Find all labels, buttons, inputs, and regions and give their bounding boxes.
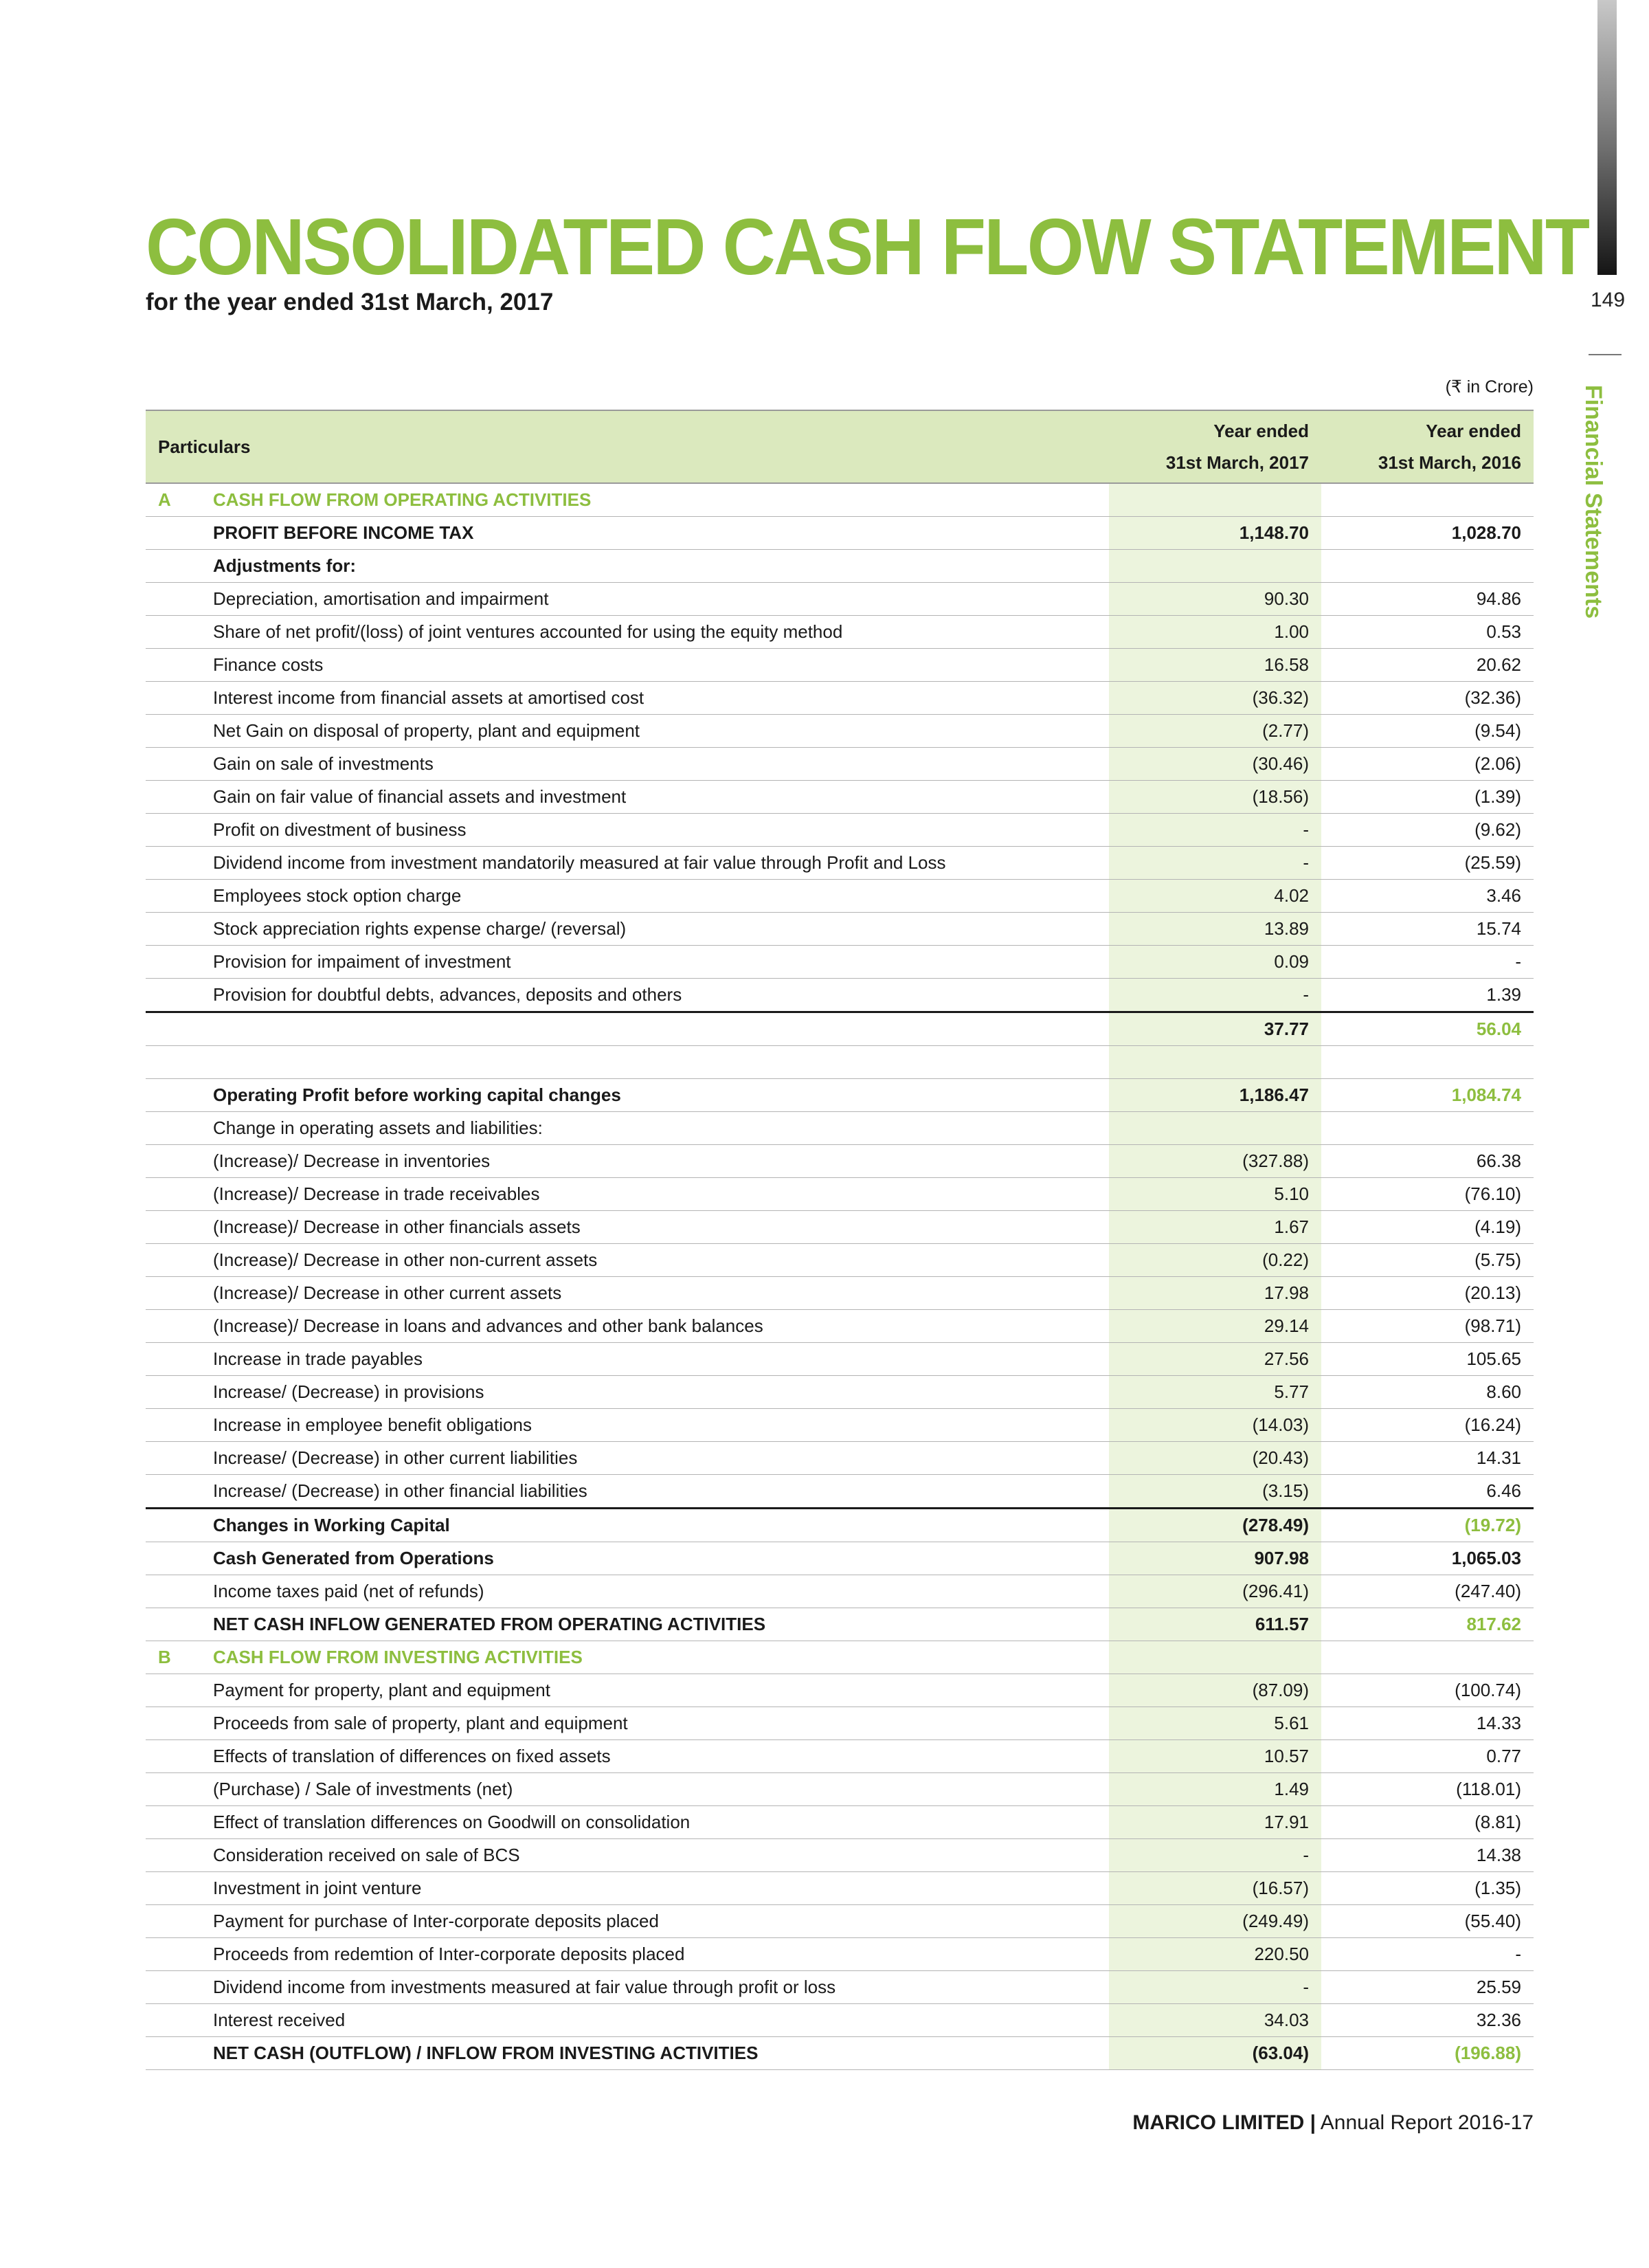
row-value-2016: 56.04 — [1321, 1012, 1534, 1046]
row-value-2017: 1.49 — [1109, 1773, 1321, 1806]
row-code — [146, 583, 213, 616]
row-value-2016: (5.75) — [1321, 1244, 1534, 1277]
row-value-2017: 220.50 — [1109, 1938, 1321, 1971]
row-value-2017: 5.61 — [1109, 1707, 1321, 1740]
row-label: Increase/ (Decrease) in provisions — [213, 1376, 1109, 1409]
row-value-2017 — [1109, 483, 1321, 517]
table-row — [146, 483, 1534, 517]
table-row — [146, 616, 1534, 649]
header-year-2017-line2: 31st March, 2017 — [1165, 452, 1309, 473]
row-value-2016: (196.88) — [1321, 2037, 1534, 2070]
row-label: Increase/ (Decrease) in other financial liabilities — [213, 1475, 1109, 1509]
row-code — [146, 946, 213, 979]
table-row — [146, 814, 1534, 847]
row-value-2017: 1,186.47 — [1109, 1079, 1321, 1112]
row-value-2017: 4.02 — [1109, 880, 1321, 913]
row-value-2016: 105.65 — [1321, 1343, 1534, 1376]
row-label: Cash Generated from Operations — [213, 1542, 1109, 1575]
row-value-2017: (36.32) — [1109, 682, 1321, 715]
row-label: Interest received — [213, 2004, 1109, 2037]
row-code — [146, 649, 213, 682]
row-code — [146, 1112, 213, 1145]
table-row — [146, 1839, 1534, 1872]
table-row — [146, 1740, 1534, 1773]
row-label: Share of net profit/(loss) of joint ventures accounted for using the equity method — [213, 616, 1109, 649]
row-value-2017: 17.98 — [1109, 1277, 1321, 1310]
row-code — [146, 1938, 213, 1971]
row-code — [146, 517, 213, 550]
row-label: Payment for property, plant and equipment — [213, 1674, 1109, 1707]
table-row — [146, 1509, 1534, 1542]
row-label: (Purchase) / Sale of investments (net) — [213, 1773, 1109, 1806]
row-code — [146, 1806, 213, 1839]
page-subtitle: for the year ended 31st March, 2017 — [146, 289, 554, 315]
row-label: Provision for impaiment of investment — [213, 946, 1109, 979]
row-label: Gain on sale of investments — [213, 748, 1109, 781]
row-code: A — [146, 483, 213, 517]
row-label: Increase in employee benefit obligations — [213, 1409, 1109, 1442]
table-row — [146, 1608, 1534, 1641]
row-value-2016: 3.46 — [1321, 880, 1534, 913]
table-row — [146, 1542, 1534, 1575]
row-code — [146, 814, 213, 847]
row-code — [146, 1244, 213, 1277]
table-row — [146, 517, 1534, 550]
table-row — [146, 1244, 1534, 1277]
row-value-2017: 17.91 — [1109, 1806, 1321, 1839]
table-row — [146, 1409, 1534, 1442]
row-code — [146, 2037, 213, 2070]
table-row — [146, 1178, 1534, 1211]
header-year-2016-line2: 31st March, 2016 — [1378, 452, 1521, 473]
table-row — [146, 550, 1534, 583]
row-value-2017: 1.00 — [1109, 616, 1321, 649]
row-value-2016: (4.19) — [1321, 1211, 1534, 1244]
row-label: Interest income from financial assets at amortised cost — [213, 682, 1109, 715]
row-code — [146, 1773, 213, 1806]
row-code — [146, 1211, 213, 1244]
table-header-row — [146, 410, 1534, 483]
side-divider — [1589, 354, 1622, 355]
row-value-2017: (296.41) — [1109, 1575, 1321, 1608]
row-code — [146, 1145, 213, 1178]
table-row — [146, 1211, 1534, 1244]
row-label: CASH FLOW FROM INVESTING ACTIVITIES — [213, 1641, 1109, 1674]
row-label: Consideration received on sale of BCS — [213, 1839, 1109, 1872]
row-label: (Increase)/ Decrease in other financials assets — [213, 1211, 1109, 1244]
row-label: Investment in joint venture — [213, 1872, 1109, 1905]
row-value-2017: (14.03) — [1109, 1409, 1321, 1442]
row-value-2016 — [1321, 1046, 1534, 1079]
row-label: Proceeds from sale of property, plant and equipment — [213, 1707, 1109, 1740]
row-label: Increase in trade payables — [213, 1343, 1109, 1376]
row-label: Income taxes paid (net of refunds) — [213, 1575, 1109, 1608]
row-value-2016: 14.33 — [1321, 1707, 1534, 1740]
row-value-2017: (327.88) — [1109, 1145, 1321, 1178]
row-label: PROFIT BEFORE INCOME TAX — [213, 517, 1109, 550]
row-value-2016: 0.77 — [1321, 1740, 1534, 1773]
row-label: Change in operating assets and liabilities: — [213, 1112, 1109, 1145]
row-value-2017: (16.57) — [1109, 1872, 1321, 1905]
page-title: CONSOLIDATED CASH FLOW STATEMENT — [146, 202, 1589, 291]
section-side-label: Financial Statements — [1580, 385, 1606, 619]
row-value-2017: 13.89 — [1109, 913, 1321, 946]
header-year-2017-line1: Year ended — [1213, 421, 1309, 441]
row-value-2016 — [1321, 1641, 1534, 1674]
row-value-2017: 34.03 — [1109, 2004, 1321, 2037]
footer-company: MARICO LIMITED — [1132, 2111, 1305, 2134]
row-label: Dividend income from investments measured at fair value through profit or loss — [213, 1971, 1109, 2004]
row-code — [146, 1376, 213, 1409]
row-value-2017: 1.67 — [1109, 1211, 1321, 1244]
row-code — [146, 1409, 213, 1442]
row-code — [146, 1839, 213, 1872]
row-code — [146, 1012, 213, 1046]
row-value-2016: 94.86 — [1321, 583, 1534, 616]
table-row — [146, 2037, 1534, 2070]
row-code: B — [146, 1641, 213, 1674]
row-value-2017: (20.43) — [1109, 1442, 1321, 1475]
row-label: CASH FLOW FROM OPERATING ACTIVITIES — [213, 483, 1109, 517]
table-row — [146, 913, 1534, 946]
row-value-2016: 6.46 — [1321, 1475, 1534, 1509]
row-value-2017: 0.09 — [1109, 946, 1321, 979]
row-value-2016: (25.59) — [1321, 847, 1534, 880]
row-code — [146, 1542, 213, 1575]
row-label: Profit on divestment of business — [213, 814, 1109, 847]
row-code — [146, 1707, 213, 1740]
table-row — [146, 1343, 1534, 1376]
row-value-2017: - — [1109, 979, 1321, 1012]
row-value-2016: (16.24) — [1321, 1409, 1534, 1442]
row-label — [213, 1012, 1109, 1046]
table-row — [146, 715, 1534, 748]
row-value-2016: 32.36 — [1321, 2004, 1534, 2037]
table-row — [146, 1806, 1534, 1839]
row-label: Depreciation, amortisation and impairment — [213, 583, 1109, 616]
table-row — [146, 1938, 1534, 1971]
table-row — [146, 2004, 1534, 2037]
row-value-2016: 14.31 — [1321, 1442, 1534, 1475]
row-value-2016: (20.13) — [1321, 1277, 1534, 1310]
row-value-2017 — [1109, 1046, 1321, 1079]
row-value-2016 — [1321, 550, 1534, 583]
row-code — [146, 1442, 213, 1475]
row-value-2016: 8.60 — [1321, 1376, 1534, 1409]
row-value-2017: 5.77 — [1109, 1376, 1321, 1409]
row-value-2017: (278.49) — [1109, 1509, 1321, 1542]
table-row — [146, 1575, 1534, 1608]
row-value-2016 — [1321, 483, 1534, 517]
row-value-2017: 37.77 — [1109, 1012, 1321, 1046]
row-value-2017: (2.77) — [1109, 715, 1321, 748]
row-code — [146, 913, 213, 946]
table-row — [146, 649, 1534, 682]
table-row — [146, 847, 1534, 880]
row-value-2016: (1.35) — [1321, 1872, 1534, 1905]
cash-flow-table — [146, 410, 1534, 2070]
row-code — [146, 1905, 213, 1938]
row-value-2016: (9.54) — [1321, 715, 1534, 748]
row-label: Effects of translation of differences on fixed assets — [213, 1740, 1109, 1773]
row-value-2017: (18.56) — [1109, 781, 1321, 814]
row-value-2017: (87.09) — [1109, 1674, 1321, 1707]
row-label: Employees stock option charge — [213, 880, 1109, 913]
row-label: Net Gain on disposal of property, plant and equipment — [213, 715, 1109, 748]
row-label: NET CASH (OUTFLOW) / INFLOW FROM INVESTING ACTIVITIES — [213, 2037, 1109, 2070]
row-value-2016: 1.39 — [1321, 979, 1534, 1012]
row-value-2017: 611.57 — [1109, 1608, 1321, 1641]
row-code — [146, 2004, 213, 2037]
row-code — [146, 1475, 213, 1509]
row-code — [146, 1674, 213, 1707]
row-code — [146, 616, 213, 649]
row-code — [146, 781, 213, 814]
row-code — [146, 748, 213, 781]
table-row — [146, 682, 1534, 715]
row-label: (Increase)/ Decrease in other non-current assets — [213, 1244, 1109, 1277]
row-value-2016 — [1321, 1112, 1534, 1145]
row-value-2017 — [1109, 1112, 1321, 1145]
row-label: Adjustments for: — [213, 550, 1109, 583]
row-value-2017: 907.98 — [1109, 1542, 1321, 1575]
row-code — [146, 1971, 213, 2004]
row-value-2016: (98.71) — [1321, 1310, 1534, 1343]
unit-note: (₹ in Crore) — [1445, 377, 1534, 397]
row-value-2016: 14.38 — [1321, 1839, 1534, 1872]
row-value-2016: (55.40) — [1321, 1905, 1534, 1938]
row-code — [146, 1079, 213, 1112]
header-particulars: Particulars — [146, 410, 1109, 483]
table-row — [146, 880, 1534, 913]
row-value-2016: (8.81) — [1321, 1806, 1534, 1839]
row-label: Dividend income from investment mandatorily measured at fair value through Profit and Loss — [213, 847, 1109, 880]
row-value-2016: 25.59 — [1321, 1971, 1534, 2004]
row-code — [146, 880, 213, 913]
row-label: Finance costs — [213, 649, 1109, 682]
row-label: (Increase)/ Decrease in trade receivables — [213, 1178, 1109, 1211]
table-row — [146, 1674, 1534, 1707]
row-value-2017: (30.46) — [1109, 748, 1321, 781]
row-code — [146, 550, 213, 583]
row-value-2017: (0.22) — [1109, 1244, 1321, 1277]
row-value-2016: 817.62 — [1321, 1608, 1534, 1641]
row-code — [146, 1277, 213, 1310]
row-code — [146, 1608, 213, 1641]
row-value-2017: 10.57 — [1109, 1740, 1321, 1773]
row-label: Stock appreciation rights expense charge/ (reversal) — [213, 913, 1109, 946]
page-footer — [1132, 2111, 1534, 2135]
row-value-2017: 1,148.70 — [1109, 517, 1321, 550]
row-label: Provision for doubtful debts, advances, deposits and others — [213, 979, 1109, 1012]
row-label: Proceeds from redemtion of Inter-corporate deposits placed — [213, 1938, 1109, 1971]
row-value-2017: 29.14 — [1109, 1310, 1321, 1343]
row-value-2016: - — [1321, 1938, 1534, 1971]
table-row — [146, 979, 1534, 1012]
row-label: (Increase)/ Decrease in inventories — [213, 1145, 1109, 1178]
row-code — [146, 1740, 213, 1773]
row-value-2016: (19.72) — [1321, 1509, 1534, 1542]
row-value-2017: - — [1109, 1971, 1321, 2004]
row-value-2017: 16.58 — [1109, 649, 1321, 682]
row-value-2017: - — [1109, 847, 1321, 880]
header-year-2016 — [1321, 410, 1534, 483]
row-value-2017 — [1109, 1641, 1321, 1674]
row-code — [146, 1046, 213, 1079]
footer-report: Annual Report 2016-17 — [1320, 2111, 1534, 2134]
table-row — [146, 1872, 1534, 1905]
row-label: Gain on fair value of financial assets and investment — [213, 781, 1109, 814]
table-row — [146, 1046, 1534, 1079]
row-value-2016: (247.40) — [1321, 1575, 1534, 1608]
row-value-2016: 15.74 — [1321, 913, 1534, 946]
row-code — [146, 847, 213, 880]
row-value-2017: (3.15) — [1109, 1475, 1321, 1509]
row-value-2017: - — [1109, 1839, 1321, 1872]
row-code — [146, 1509, 213, 1542]
row-value-2016: - — [1321, 946, 1534, 979]
table-row — [146, 1971, 1534, 2004]
table-row — [146, 1012, 1534, 1046]
row-value-2016: (100.74) — [1321, 1674, 1534, 1707]
table-row — [146, 1277, 1534, 1310]
row-value-2016: (1.39) — [1321, 781, 1534, 814]
table-row — [146, 781, 1534, 814]
table-row — [146, 1641, 1534, 1674]
row-value-2017: 5.10 — [1109, 1178, 1321, 1211]
table-row — [146, 1112, 1534, 1145]
row-code — [146, 979, 213, 1012]
row-value-2017: (63.04) — [1109, 2037, 1321, 2070]
row-label: NET CASH INFLOW GENERATED FROM OPERATING ACTIVITIES — [213, 1608, 1109, 1641]
row-value-2017: (249.49) — [1109, 1905, 1321, 1938]
table-row — [146, 1905, 1534, 1938]
row-value-2016: (2.06) — [1321, 748, 1534, 781]
row-code — [146, 1575, 213, 1608]
row-value-2016: 1,084.74 — [1321, 1079, 1534, 1112]
header-year-2017 — [1109, 410, 1321, 483]
row-label — [213, 1046, 1109, 1079]
row-code — [146, 1872, 213, 1905]
row-code — [146, 1310, 213, 1343]
table-row — [146, 946, 1534, 979]
page-number: 149 — [1590, 289, 1626, 311]
table-row — [146, 1773, 1534, 1806]
row-value-2016: 20.62 — [1321, 649, 1534, 682]
row-value-2016: 0.53 — [1321, 616, 1534, 649]
table-row — [146, 1079, 1534, 1112]
table-row — [146, 1145, 1534, 1178]
row-value-2017: - — [1109, 814, 1321, 847]
table-row — [146, 1310, 1534, 1343]
header-year-2016-line1: Year ended — [1426, 421, 1521, 441]
row-value-2016: 1,028.70 — [1321, 517, 1534, 550]
row-value-2016: (118.01) — [1321, 1773, 1534, 1806]
table-row — [146, 1475, 1534, 1509]
row-code — [146, 1343, 213, 1376]
table-row — [146, 1376, 1534, 1409]
row-code — [146, 715, 213, 748]
row-label: Operating Profit before working capital changes — [213, 1079, 1109, 1112]
row-label: Increase/ (Decrease) in other current liabilities — [213, 1442, 1109, 1475]
row-value-2016: (9.62) — [1321, 814, 1534, 847]
row-label: Payment for purchase of Inter-corporate deposits placed — [213, 1905, 1109, 1938]
row-code — [146, 1178, 213, 1211]
row-value-2016: (32.36) — [1321, 682, 1534, 715]
row-code — [146, 682, 213, 715]
table-row — [146, 1707, 1534, 1740]
row-label: (Increase)/ Decrease in loans and advances and other bank balances — [213, 1310, 1109, 1343]
row-value-2017: 90.30 — [1109, 583, 1321, 616]
row-value-2016: (76.10) — [1321, 1178, 1534, 1211]
table-row — [146, 583, 1534, 616]
table-row — [146, 1442, 1534, 1475]
row-value-2017: 27.56 — [1109, 1343, 1321, 1376]
table-row — [146, 748, 1534, 781]
row-label: Changes in Working Capital — [213, 1509, 1109, 1542]
row-label: (Increase)/ Decrease in other current assets — [213, 1277, 1109, 1310]
side-gradient-bar — [1597, 0, 1617, 275]
row-value-2016: 66.38 — [1321, 1145, 1534, 1178]
row-value-2017 — [1109, 550, 1321, 583]
footer-separator: | — [1310, 2111, 1316, 2134]
row-label: Effect of translation differences on Goodwill on consolidation — [213, 1806, 1109, 1839]
row-value-2016: 1,065.03 — [1321, 1542, 1534, 1575]
